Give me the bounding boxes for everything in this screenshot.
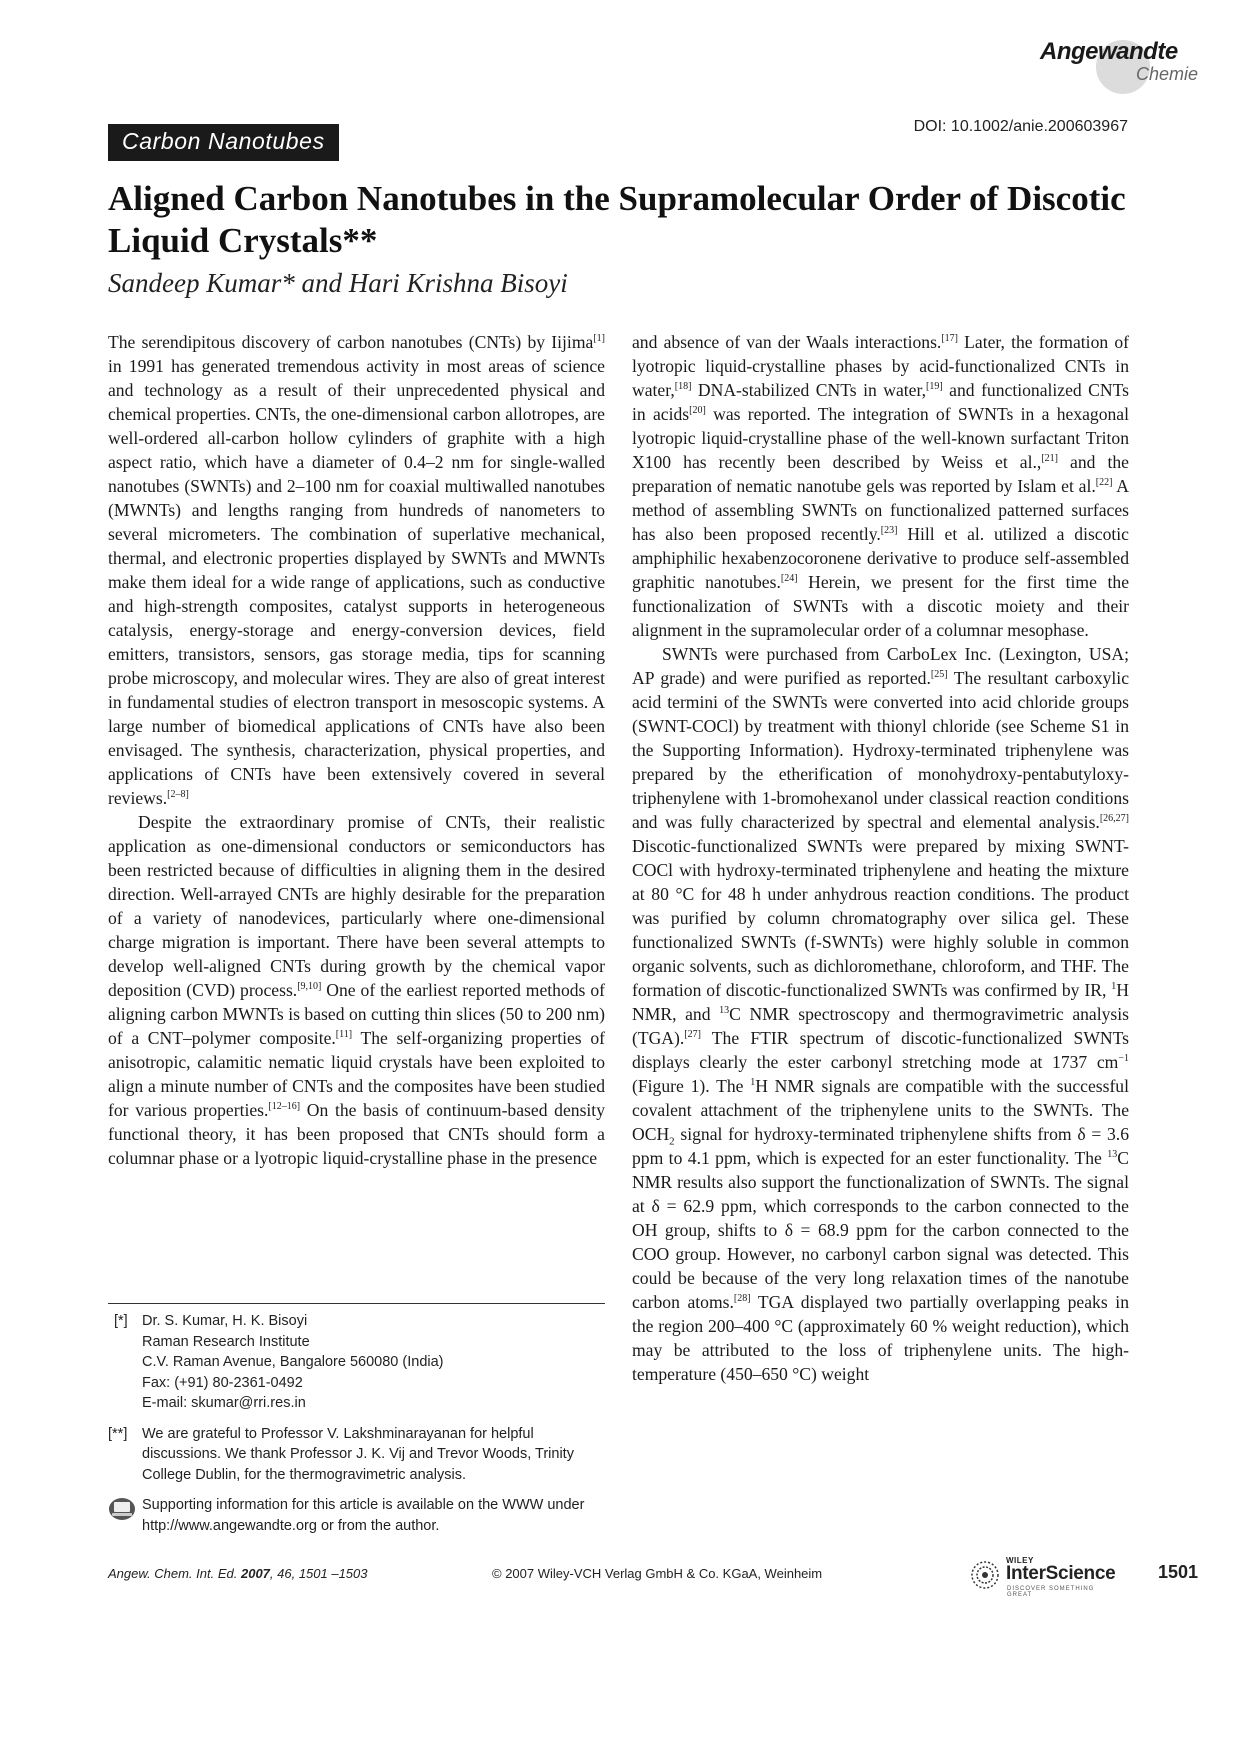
paragraph-1: The serendipitous discovery of carbon nanotubes (CNTs) by Iijima[1] in 1991 has generated tremendous activity in most areas of science and technology as a result of their unprecedented physical and chemical properties. CNTs, the one-dimensional carbon allotropes, are well-ordered all-carbon hollow cylinders of graphite with a high aspect ratio, which have a diameter of 0.4–2 nm for single-walled nanotubes (SWNTs) and 2–100 nm for coaxial multiwalled nanotubes (MWNTs) and lengths ranging from hundreds of nanometers to several micrometers. The combination of superlative mechanical, thermal, and electronic properties displayed by SWNTs and MWNTs make them ideal for a wide range of applications, such as conductive and high-strength composites, catalyst supports in heterogeneous catalysis, energy-storage and energy-conversion devices, field emitters, transistors, sensors, gas storage media, tips for scanning probe microscopy, and molecular wires. They are also of great interest in fundamental studies of electron transport in mesoscopic systems. A large number of biomedical applications of CNTs have also been envisaged. The synthesis, characterization, physical properties, and applications of CNTs have been extensively covered in several reviews.[2–8] [108,332,605,808]
article-authors: Sandeep Kumar* and Hari Krishna Bisoyi [108,268,568,298]
body-right-column [632,330,1129,1386]
affiliation-line: C.V. Raman Avenue, Bangalore 560080 (India) [142,1354,444,1370]
supporting-info-footnote [108,1495,605,1536]
page-number: 1501 [1158,1562,1199,1582]
logo-sub-text: Chemie [1136,64,1199,84]
globe-icon [970,1560,1000,1590]
publisher-brand: InterScience [1006,1563,1116,1584]
footnote-rule [108,1303,605,1304]
affiliation-email: E-mail: skumar@rri.res.in [142,1395,306,1411]
computer-icon [108,1497,136,1521]
footer-year: 2007 [240,1566,270,1581]
doi: DOI: 10.1002/anie.200603967 [913,118,1128,135]
section-label: Carbon Nanotubes [108,124,339,161]
affiliation-line: Fax: (+91) 80-2361-0492 [142,1374,303,1391]
affiliation-line: Dr. S. Kumar, H. K. Bisoyi [142,1313,308,1329]
journal-logo [1040,34,1240,94]
footnotes [108,1311,605,1546]
publisher-tagline: DISCOVER SOMETHING GREAT [1007,1586,1095,1598]
paragraph-2: Despite the extraordinary promise of CNTs, their realistic application as one-dimensional conductors or semiconductors has been restricted because of difficulties in aligning them in the desired direction. Well-arrayed CNTs are highly desirable for the preparation of a variety of nanodevices, particularly where one-dimensional charge migration is important. There have been several attempts to develop well-aligned CNTs during growth by the chemical vapor deposition (CVD) process.[9,10] One of the earliest reported methods of aligning carbon MWNTs is based on cutting thin slices (50 to 200 nm) of a CNT–polymer composite.[11] The self-organizing properties of anisotropic, calamitic nematic liquid crystals have been exploited to align a minute number of CNTs and the composites have been studied for various properties.[12–16] On the basis of continuum-based density functional theory, it has been proposed that CNTs should form a columnar phase or a lyotropic liquid-crystalline phase in the presence [108,812,605,1168]
footer-volume-pages: , 46, 1501 –1503 [269,1566,368,1581]
body-left-column [108,330,605,1170]
affiliation-footnote [108,1311,605,1414]
page-footer [108,1556,1199,1598]
publisher-small-text: WILEY [1006,1556,1034,1565]
footer-citation [108,1566,368,1581]
acknowledgement-mark: [**] [108,1425,128,1442]
article-title: Aligned Carbon Nanotubes in the Supramolecular Order of Discotic Liquid Crystals** [108,179,1126,260]
interscience-logo [970,1554,1116,1598]
logo-main-text: Angewandte [1040,38,1178,65]
supporting-info-text: Supporting information for this article is available on the WWW under http://www.angewandte.org or from the author. [142,1497,585,1534]
footer-copyright: © 2007 Wiley-VCH Verlag GmbH & Co. KGaA, Weinheim [492,1566,823,1581]
paragraph-3: and absence of van der Waals interactions.[17] Later, the formation of lyotropic liquid-crystalline phases by acid-functionalized CNTs in water,[18] DNA-stabilized CNTs in water,[19] and functionalized CNTs in acids[20] was reported. The integration of SWNTs in a hexagonal lyotropic liquid-crystalline phase of the well-known surfactant Triton X100 has recently been described by Weiss et al.,[21] and the preparation of nematic nanotube gels was reported by Islam et al.[22] A method of assembling SWNTs on functionalized patterned surfaces has also been proposed recently.[23] Hill et al. utilized a discotic amphiphilic hexabenzocoronene derivative to produce self-assembled graphitic nanotubes.[24] Herein, we present for the first time the functionalization of SWNTs with a discotic moiety and their alignment in the supramolecular order of a columnar mesophase. [632,332,1130,640]
acknowledgement-text: We are grateful to Professor V. Lakshminarayanan for helpful discussions. We thank Professor J. K. Vij and Trevor Woods, Trinity College Dublin, for the thermogravimetric analysis. [142,1425,574,1483]
footer-journal-name: Angew. Chem. Int. Ed. [108,1566,238,1581]
affiliation-line: Raman Research Institute [142,1333,310,1350]
affiliation-mark: [*] [114,1313,128,1329]
acknowledgement-footnote [108,1424,605,1486]
paragraph-4: SWNTs were purchased from CarboLex Inc. (Lexington, USA; AP grade) and were purified as reported.[25] The resultant carboxylic acid termini of the SWNTs were converted into acid chloride groups (SWNT-COCl) by treatment with thionyl chloride (see Scheme S1 in the Supporting Information). Hydroxy-terminated triphenylene was prepared by the etherification of monohydroxy-pentabutyloxy-triphenylene with 1-bromohexanol under classical reaction conditions and was fully characterized by spectral and elemental analysis.[26,27] Discotic-functionalized SWNTs were prepared by mixing SWNT-COCl with hydroxy-terminated triphenylene and heating the mixture at 80 °C for 48 h under anhydrous reaction conditions. The product was purified by column chromatography over silica gel. These functionalized SWNTs (f-SWNTs) were highly soluble in common organic solvents, such as dichloromethane, chloroform, and THF. The formation of discotic-functionalized SWNTs was confirmed by IR, $^1$H NMR, and $^{13}$C NMR spectroscopy and thermogravimetric analysis (TGA).[27] The FTIR spectrum of discotic-functionalized SWNTs displays clearly the ester carbonyl stretching mode at 1737 $cm^{-1}$ (Figure 1). The $^1$H NMR signals are compatible with the successful covalent attachment of the triphenylene units to the SWNTs. The $OCH_2$ signal for hydroxy-terminated triphenylene shifts from δ = 3.6 ppm to 4.1 ppm, which is expected for an ester functionality. The $^{13}$C NMR results also support the functionalization of SWNTs. The signal at δ = 62.9 ppm, which corresponds to the carbon connected to the OH group, shifts to δ = 68.9 ppm for the carbon connected to the COO group. However, no carbonyl carbon signal was detected. This could be because of the very long relaxation times of the nanotube carbon atoms.[28] TGA displayed two partially overlapping peaks in the region 200–400 °C (approximately 60 % weight reduction), which may be attributed to the loss of triphenylene units. The high-temperature (450–650 °C) weight [632,644,1130,1384]
